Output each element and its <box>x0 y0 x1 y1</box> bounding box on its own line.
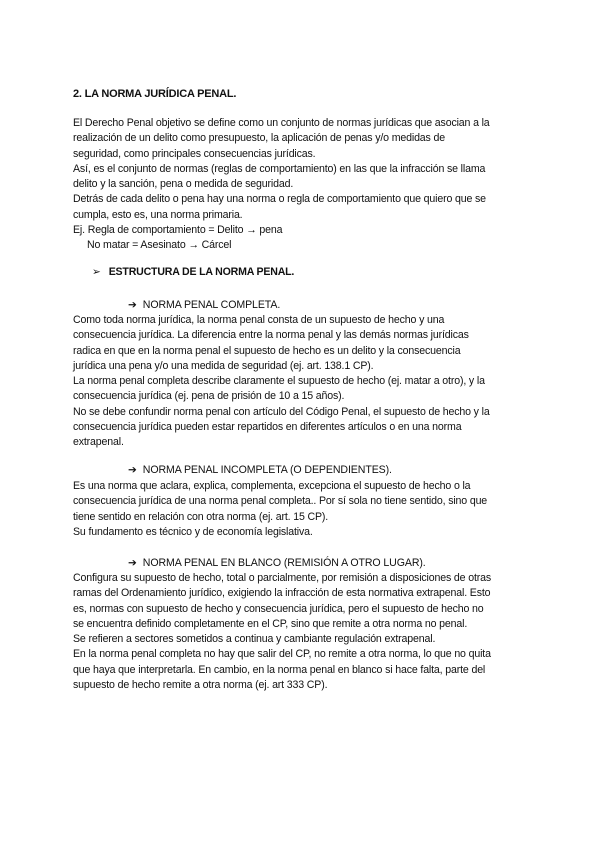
text-line: supuesto de hecho remite a otra norma (ej. art 333 CP). <box>73 679 328 692</box>
subheading-completa <box>128 299 280 311</box>
text-line: seguridad, como principales consecuencias jurídicas. <box>73 147 316 160</box>
text-line: realización de un delito como presupuesto, la aplicación de penas y/o medidas de <box>73 132 445 145</box>
subheading-en-blanco <box>128 557 426 569</box>
text-line: se encuentra definido completamente en el CP, sino que remite a otra norma no penal. <box>73 617 468 630</box>
subheading-text: NORMA PENAL INCOMPLETA (O DEPENDIENTES). <box>142 464 392 476</box>
text-line: jurídica una pena y/o una medida de seguridad (ej. art. 138.1 CP). <box>73 359 374 372</box>
text-line: Como toda norma jurídica, la norma penal consta de un supuesto de hecho y una <box>73 314 445 326</box>
text-line: Detrás de cada delito o pena hay una norma o regla de comportamiento que quiero que se <box>73 193 486 206</box>
arrow-icon: ➔ <box>128 299 137 311</box>
subheading-text: NORMA PENAL COMPLETA. <box>142 299 281 311</box>
paragraph-incompleta <box>73 479 533 540</box>
text-line: Es una norma que aclara, explica, complementa, excepciona el supuesto de hecho o la <box>73 480 471 492</box>
arrow-icon: ➔ <box>128 557 137 569</box>
text-line: Su fundamento es técnico y de economía legislativa. <box>73 525 313 538</box>
text-line: extrapenal. <box>73 436 124 449</box>
structure-heading-text: ESTRUCTURA DE LA NORMA PENAL. <box>108 266 295 278</box>
text-line: En la norma penal completa no hay que salir del CP, no remite a otra norma, lo que no quita <box>73 648 491 661</box>
text-line: delito y la sanción, pena o medida de seguridad. <box>73 178 294 191</box>
text-line: que haya que interpretarla. En cambio, en la norma penal en blanco si hace falta, parte del <box>73 663 486 676</box>
subheading-text: NORMA PENAL EN BLANCO (REMISIÓN A OTRO LUGAR). <box>142 557 426 569</box>
arrow-icon: ➔ <box>128 464 137 476</box>
text-line: consecuencia jurídica pueden estar repartidos en diferentes artículos o en una norma <box>73 421 462 434</box>
text-line: Se refieren a sectores sometidos a continua y cambiante regulación extrapenal. <box>73 633 436 646</box>
structure-heading <box>92 266 294 278</box>
text-line: Configura su supuesto de hecho, total o parcialmente, por remisión a disposiciones de otras <box>73 572 491 584</box>
text-line: Así, es el conjunto de normas (reglas de comportamiento) en las que la infracción se llama <box>73 162 486 175</box>
text-line: consecuencia jurídica (ej. pena de prisión de 10 a 15 años). <box>73 390 345 403</box>
text-line: cumpla, esto es, una norma primaria. <box>73 208 243 221</box>
text-line: consecuencia jurídica. La diferencia entre la norma penal y las demás normas jurídicas <box>73 329 469 342</box>
text-line: No matar = Asesinato → Cárcel <box>87 239 232 252</box>
paragraph-completa <box>73 313 533 451</box>
text-line: No se debe confundir norma penal con artículo del Código Penal, el supuesto de hecho y la <box>73 405 490 418</box>
bullet-arrow-icon: ➢ <box>92 266 101 278</box>
section-title: 2. LA NORMA JURÍDICA PENAL. <box>73 88 237 100</box>
text-line: consecuencia jurídica de una norma penal completa.. Por sí sola no tiene sentido, sino que <box>73 495 488 508</box>
paragraph-en-blanco <box>73 571 533 693</box>
subheading-incompleta <box>128 464 392 476</box>
text-line: La norma penal completa describe claramente el supuesto de hecho (ej. matar a otro), y la <box>73 375 485 388</box>
intro-paragraph <box>73 116 533 254</box>
text-line: El Derecho Penal objetivo se define como un conjunto de normas jurídicas que asocian a la <box>73 117 490 129</box>
text-line: tiene sentido en relación con otra norma (ej. art. 15 CP). <box>73 510 329 523</box>
text-line: ramas del Ordenamiento jurídico, exigiendo la infracción de esta normativa extrapenal. Esto <box>73 587 491 600</box>
text-line: radica en que en la norma penal el supuesto de hecho es un delito y la consecuencia <box>73 344 461 357</box>
text-line: Ej. Regla de comportamiento = Delito → pena <box>73 224 283 237</box>
text-line: es, normas con supuesto de hecho y consecuencia jurídica, pero el supuesto de hecho no <box>73 602 484 615</box>
